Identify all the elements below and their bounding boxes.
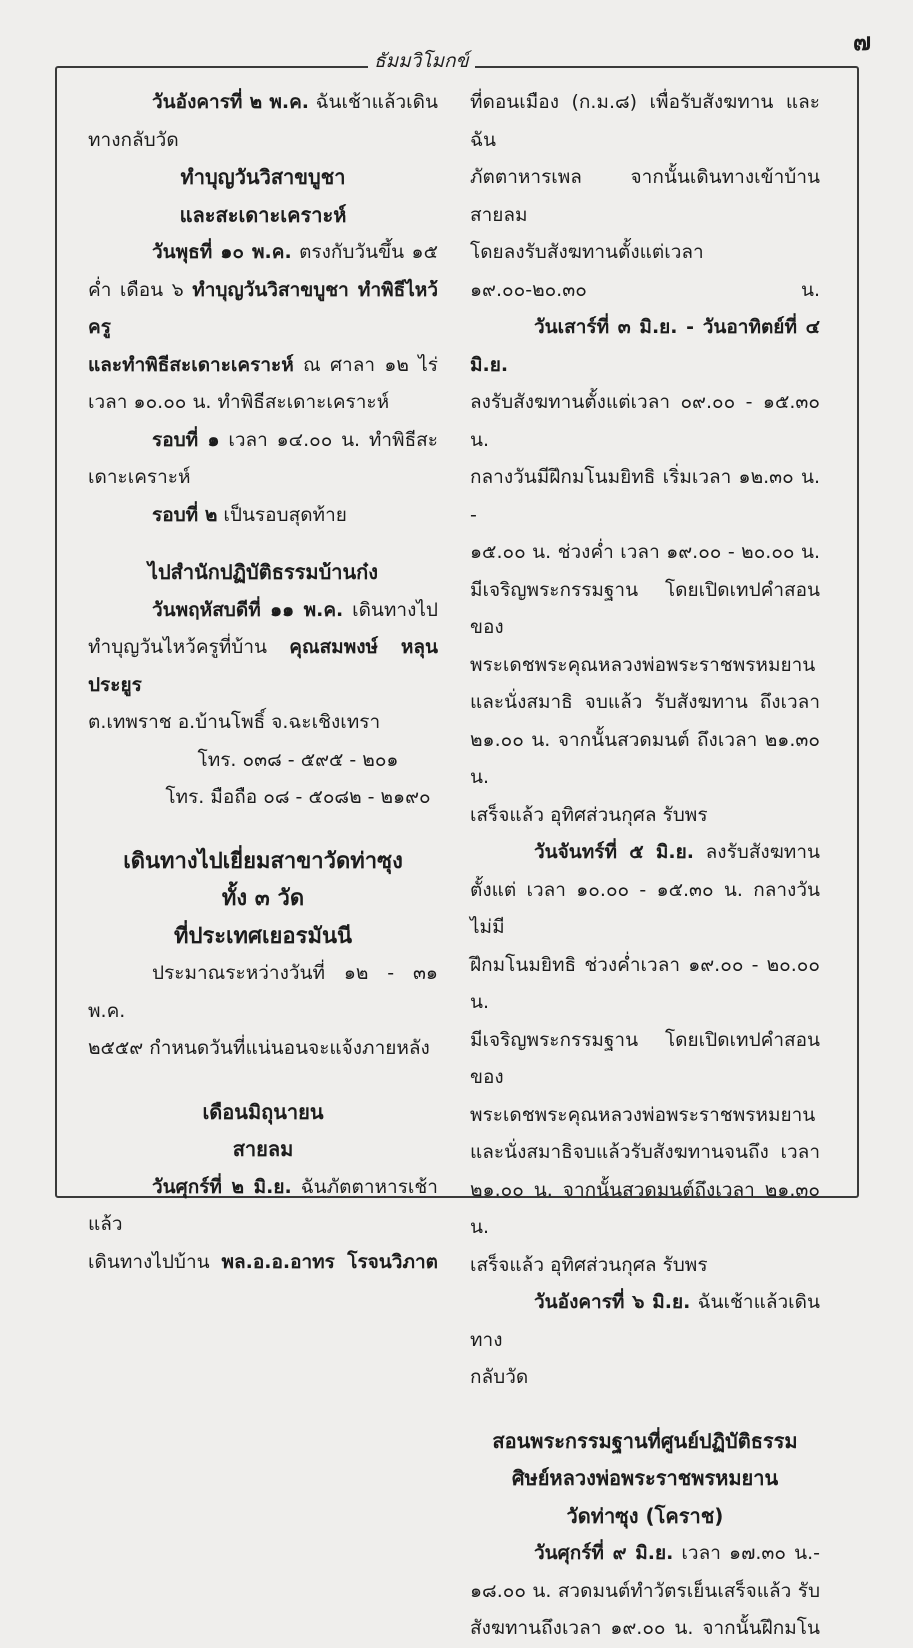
- bold-text: ทำบุญวันวิสาขบูชา ทำพิธีไหว้ครู: [88, 278, 438, 338]
- paragraph-line: [88, 1244, 438, 1282]
- paragraph-line: พระเดชพระคุณหลวงพ่อพระราชพรหมยาน: [470, 1103, 816, 1126]
- paragraph-line: ทางกลับวัด: [88, 128, 179, 151]
- section-heading: สายลม: [232, 1137, 294, 1161]
- paragraph-line: ๑๘.๐๐ น. สวดมนต์ทำวัตรเย็นเสร็จแล้ว รับ: [470, 1579, 820, 1602]
- section-heading: ทั้ง ๓ วัด: [221, 886, 305, 911]
- spacer: [470, 1397, 820, 1423]
- section-heading: วัดท่าซุง (โคราช): [566, 1503, 724, 1528]
- round-label: รอบที่ ๑: [152, 428, 220, 451]
- section-heading: และสะเดาะเคราะห์: [179, 202, 347, 227]
- paragraph-line: สังฆทานถึงเวลา ๑๙.๐๐ น. จากนั้นฝึกมโน: [470, 1617, 820, 1639]
- spacer: [88, 817, 438, 843]
- paragraph-line: ๑๕.๐๐ น. ช่วงค่ำ เวลา ๑๙.๐๐ - ๒๐.๐๐ น.: [470, 541, 820, 563]
- section-heading: สอนพระกรรมฐานที่ศูนย์ปฏิบัติธรรม: [492, 1428, 798, 1453]
- paragraph-line: มีเจริญพระกรรมฐาน โดยเปิดเทปคำสอนของ: [470, 1028, 820, 1088]
- paragraph-line: [88, 347, 438, 385]
- phone-line: โทร. ๐๓๘ - ๕๙๕ - ๒๐๑: [197, 748, 399, 771]
- paragraph-line: โดยลงรับสังฆทานตั้งแต่เวลา ๑๙.๐๐-๒๐.๓๐ น.: [470, 241, 820, 301]
- paragraph-line: [88, 234, 438, 272]
- date-label: วันอังคารที่ ๒ พ.ค.: [152, 91, 310, 113]
- text: เป็นรอบสุดท้าย: [217, 503, 347, 526]
- paragraph-line: [88, 592, 438, 630]
- text: ฉันภัตตาหารเช้าแล้ว: [88, 1175, 438, 1235]
- date-label: วันพุธที่ ๑๐ พ.ค.: [152, 241, 292, 263]
- section-heading: ศิษย์หลวงพ่อพระราชพรหมยาน: [511, 1466, 779, 1490]
- text: เดินทางไป: [343, 598, 438, 621]
- paragraph-line: ประมาณระหว่างวันที่ ๑๒ - ๓๑ พ.ค.: [88, 962, 438, 1022]
- text: ณ ศาลา ๑๒ ไร่: [293, 353, 438, 376]
- magazine-title: ธัมมวิโมกข์: [368, 46, 475, 76]
- right-column: [470, 84, 820, 1648]
- date-label: วันศุกร์ที่ ๒ มิ.ย.: [152, 1175, 292, 1198]
- paragraph-line: มีเจริญพระกรรมฐาน โดยเปิดเทปคำสอนของ: [470, 578, 820, 638]
- date-label: วันศุกร์ที่ ๙ มิ.ย.: [534, 1542, 674, 1564]
- paragraph-line: เสร็จแล้ว อุทิศส่วนกุศล รับพร: [470, 1253, 708, 1276]
- paragraph-line: และนั่งสมาธิจบแล้วรับสังฆทานจนถึง เวลา: [470, 1141, 820, 1163]
- bold-text: และทำพิธีสะเดาะเคราะห์: [88, 353, 294, 376]
- section-heading: ไปสำนักปฏิบัติธรรมบ้านก๋ง: [147, 560, 379, 584]
- section-heading: ทำบุญวันวิสาขบูชา: [180, 165, 346, 189]
- paragraph-line: ลงรับสังฆทานตั้งแต่เวลา ๐๙.๐๐ - ๑๕.๓๐ น.: [470, 391, 820, 451]
- text: ทำบุญวันไหว้ครูที่บ้าน: [88, 636, 290, 658]
- date-label: วันจันทร์ที่ ๕ มิ.ย.: [534, 841, 694, 863]
- page-number: ๗: [852, 28, 871, 56]
- paragraph-line: ๒๑.๐๐ น. จากนั้นสวดมนต์ ถึงเวลา ๒๑.๓๐ น.: [470, 728, 820, 788]
- paragraph-line: [88, 497, 438, 535]
- text: ฉันเช้าแล้วเดินทาง: [470, 1291, 820, 1351]
- paragraph-line: [470, 309, 820, 384]
- paragraph-line: [88, 272, 438, 347]
- paragraph-line: ๒๕๕๙ กำหนดวันที่แน่นอนจะแจ้งภายหลัง: [88, 1037, 430, 1059]
- paragraph-line: ภัตตาหารเพล จากนั้นเดินทางเข้าบ้านสายลม: [470, 166, 820, 226]
- section-heading: ที่ประเทศเยอรมันนี: [173, 923, 353, 949]
- host-name: พล.อ.อ.อาทร โรจนวิภาต: [221, 1250, 438, 1273]
- paragraph-line: ตั้งแต่ เวลา ๑๐.๐๐ - ๑๕.๓๐ น. กลางวันไม่มี: [470, 878, 820, 938]
- paragraph-line: พระเดชพระคุณหลวงพ่อพระราชพรหมยาน: [470, 653, 816, 676]
- round-label: รอบที่ ๒: [152, 503, 218, 526]
- paragraph-line: ฝึกมโนมยิทธิ ช่วงค่ำเวลา ๑๙.๐๐ - ๒๐.๐๐ น.: [470, 953, 820, 1013]
- text: เวลา ๑๗.๓๐ น.-: [673, 1542, 820, 1564]
- text: เดินทางไปบ้าน: [88, 1250, 222, 1273]
- address-line: ต.เทพราช อ.บ้านโพธิ์ จ.ฉะเชิงเทรา: [88, 711, 381, 733]
- text: ฉันเช้าแล้วเดิน: [309, 91, 438, 113]
- mobile-phone-line: โทร. มือถือ ๐๘ - ๕๐๘๒ - ๒๑๙๐: [165, 786, 431, 808]
- left-column: [88, 84, 438, 1281]
- paragraph-line: เดาะเคราะห์: [88, 466, 191, 488]
- text: ค่ำ เดือน ๖: [88, 278, 193, 301]
- date-label: วันพฤหัสบดีที่ ๑๑ พ.ค.: [152, 598, 344, 621]
- text: เวลา ๑๔.๐๐ น. ทำพิธีสะ: [219, 428, 438, 451]
- host-name: คุณสมพงษ์ หลุนประยูร: [88, 636, 438, 696]
- paragraph-line: [88, 1169, 438, 1244]
- paragraph-line: [470, 1535, 820, 1573]
- paragraph-line: เสร็จแล้ว อุทิศส่วนกุศล รับพร: [470, 803, 708, 826]
- date-label: วันเสาร์ที่ ๓ มิ.ย. - วันอาทิตย์ที่ ๔ มิ.ย.: [470, 316, 820, 376]
- paragraph-line: [88, 84, 438, 122]
- spacer: [88, 1068, 438, 1094]
- paragraph-line: กลางวันมีฝึกมโนมยิทธิ เริ่มเวลา ๑๒.๓๐ น. -: [470, 466, 820, 526]
- paragraph-line: ๒๑.๐๐ น. จากนั้นสวดมนต์ถึงเวลา ๒๑.๓๐ น.: [470, 1178, 820, 1238]
- text: ตรงกับวันขึ้น ๑๕: [291, 241, 438, 263]
- spacer: [88, 534, 438, 554]
- paragraph-line: [470, 1284, 820, 1359]
- paragraph-line: กลับวัด: [470, 1366, 529, 1388]
- date-label: วันอังคารที่ ๖ มิ.ย.: [534, 1291, 691, 1313]
- paragraph-line: เวลา ๑๐.๐๐ น. ทำพิธีสะเดาะเคราะห์: [88, 391, 390, 413]
- paragraph-line: [88, 629, 438, 704]
- paragraph-line: [470, 834, 820, 872]
- paragraph-line: [88, 422, 438, 460]
- paragraph-line: ที่ดอนเมือง (ก.ม.๘) เพื่อรับสังฆทาน และฉัน: [470, 91, 820, 151]
- text: ลงรับสังฆทาน: [693, 841, 820, 863]
- month-heading: เดือนมิถุนายน: [202, 1099, 324, 1124]
- section-heading: เดินทางไปเยี่ยมสาขาวัดท่าซุง: [123, 848, 403, 874]
- paragraph-line: และนั่งสมาธิ จบแล้ว รับสังฆทาน ถึงเวลา: [470, 691, 820, 713]
